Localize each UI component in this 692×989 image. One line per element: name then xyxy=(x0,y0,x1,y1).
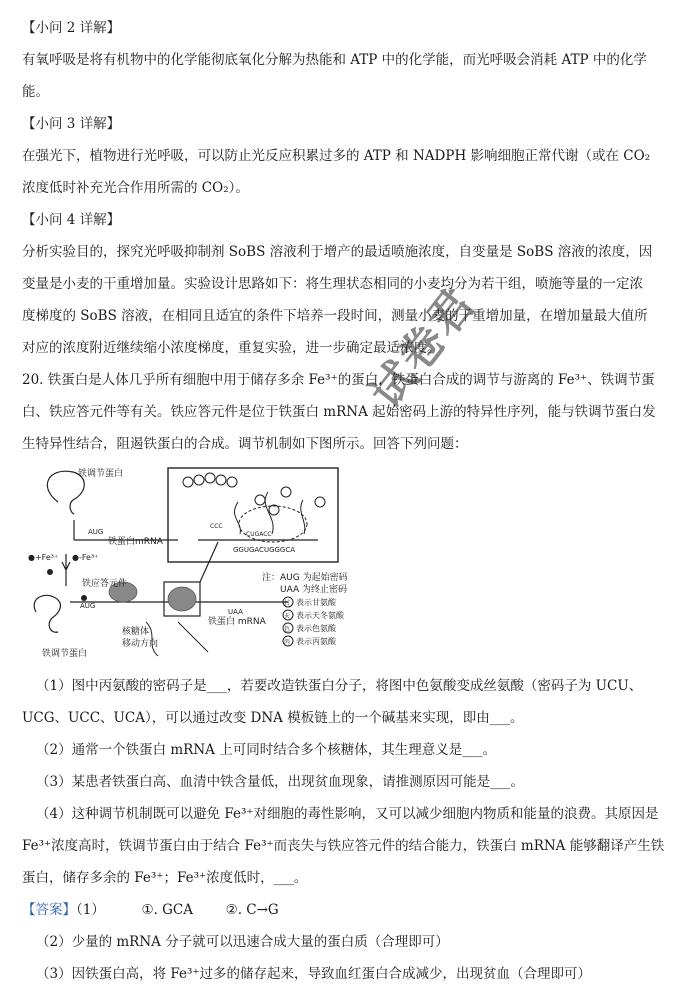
legend-key-gly: 甘 xyxy=(284,600,291,607)
legend-asp: 表示天冬氨酸 xyxy=(296,611,344,620)
label-uaa: UAA xyxy=(228,608,243,616)
paragraph-line: 变量是小麦的干重增加量。实验设计思路如下：将生理状态相同的小麦均分为若干组，喷施等量的一定浓 xyxy=(22,276,643,292)
label-ferritin-mrna-right: 铁蛋白 mRNA xyxy=(208,617,266,627)
watermark: 试卷君 xyxy=(360,278,486,419)
legend-note-start: 注：AUG 为起始密码 xyxy=(262,573,348,583)
question-2: （2）通常一个铁蛋白 mRNA 上可同时结合多个核糖体，其生理意义是___。 xyxy=(36,742,496,758)
answer-tag: 【答案】 xyxy=(22,902,76,918)
answer-1-line xyxy=(22,902,279,918)
label-ccc: CCC xyxy=(210,523,223,530)
section-heading-q4: 【小问 4 详解】 xyxy=(22,212,121,228)
answer-1-part-a: ①. GCA xyxy=(141,902,193,918)
question-4-line: （4）这种调节机制既可以避免 Fe³⁺对细胞的毒性影响，又可以减少细胞内物质和能量的浪费。其原因是 xyxy=(36,806,659,822)
question-4-line-3: 蛋白，储存多余的 Fe³⁺；Fe³⁺浓度低时，___。 xyxy=(22,870,308,886)
regulation-diagram xyxy=(28,462,568,670)
answer-3: （3）因铁蛋白高，将 Fe³⁺过多的储存起来，导致血红蛋白合成减少，出现贫血（合理即可） xyxy=(36,966,592,982)
answer-1-num: （1） xyxy=(76,902,105,918)
paragraph-line: 白、铁应答元件等有关。铁应答元件是位于铁蛋白 mRNA 起始密码上游的特异性序列，能与铁调节蛋白发 xyxy=(22,404,656,420)
label-iron-regulatory-protein-bottom: 铁调节蛋白 xyxy=(42,649,88,659)
question-1-line-2: UCG、UCC、UCA），可以通过改变 DNA 模板链上的一个碱基来实现，即由___。 xyxy=(22,710,524,726)
paragraph-line: 生特异性结合，阻遏铁蛋白的合成。调节机制如下图所示。回答下列问题： xyxy=(22,436,468,452)
label-aug: AUG xyxy=(88,528,104,536)
paragraph-line: 对应的浓度附近继续缩小浓度梯度，重复实验，进一步确定最适浓度。 xyxy=(22,340,441,356)
paragraph-line: 度梯度的 SoBS 溶液，在相同且适宜的条件下培养一段时间，测量小麦的干重增加量，在增加量最大值所 xyxy=(22,308,648,324)
label-move-direction: 移动方向 xyxy=(122,639,159,649)
label-anticodon: CUGACC xyxy=(246,531,272,538)
ribosome-mark xyxy=(168,587,196,611)
legend-key-ala: 丙 xyxy=(284,639,291,646)
paragraph-line: 在强光下，植物进行光呼吸，可以防止光反应积累过多的 ATP 和 NADPH 影响细胞正常代谢（或在 CO₂ xyxy=(22,148,651,164)
legend-note-stop: UAA 为终止密码 xyxy=(280,585,348,595)
paragraph-line: 有氧呼吸是将有机物中的化学能彻底氧化分解为热能和 ATP 中的化学能，而光呼吸会消耗 ATP 中的化学 xyxy=(22,52,647,68)
question-4-line-2: Fe³⁺浓度高时，铁调节蛋白由于结合 Fe³⁺而丧失与铁应答元件的结合能力，铁蛋白 mRNA 能够翻译产生铁 xyxy=(22,838,665,854)
label-mrna-sequence: GGUGACUGGGCA xyxy=(233,546,296,554)
question-20-stem: 20. 铁蛋白是人体几乎所有细胞中用于储存多余 Fe³⁺的蛋白，铁蛋白合成的调节与游离的 Fe³⁺、铁调节蛋 xyxy=(22,372,655,388)
legend-ala: 表示丙氨酸 xyxy=(296,637,336,646)
iron-regulatory-protein-bottom xyxy=(34,595,60,632)
paragraph-line: 浓度低时补充光合作用所需的 CO₂）。 xyxy=(22,180,249,196)
legend-gly: 表示甘氨酸 xyxy=(296,598,336,607)
section-heading-q2: 【小问 2 详解】 xyxy=(22,20,121,36)
paragraph-line: 分析实验目的，探究光呼吸抑制剂 SoBS 溶液利于增产的最适喷施浓度，自变量是 SoBS 溶液的浓度，因 xyxy=(22,244,653,260)
legend-key-trp: 色 xyxy=(284,626,291,633)
paragraph-line: 能。 xyxy=(22,84,49,100)
answer-2: （2）少量的 mRNA 分子就可以迅速合成大量的蛋白质（合理即可） xyxy=(36,934,449,950)
legend-key-asp: 天 xyxy=(284,613,291,620)
answer-1-part-b: ②. C→G xyxy=(225,902,279,918)
label-iron-response-element: 铁应答元件 xyxy=(82,579,128,589)
question-3: （3）某患者铁蛋白高、血清中铁含量低，出现贫血现象，请推测原因可能是___。 xyxy=(36,774,524,790)
label-ribosome: 核糖体 xyxy=(122,627,150,637)
label-ferritin-mrna-left: 铁蛋白mRNA xyxy=(108,537,163,547)
legend-trp: 表示色氨酸 xyxy=(296,624,336,633)
section-heading-q3: 【小问 3 详解】 xyxy=(22,116,121,132)
label-aug-2: AUG xyxy=(80,602,96,610)
label-iron-regulatory-protein-top: 铁调节蛋白 xyxy=(78,469,124,479)
question-1-line: （1）图中丙氨酸的密码子是___，若要改造铁蛋白分子，将图中色氨酸变成丝氨酸（密码子为 UCU、 xyxy=(36,678,643,694)
label-plus-fe: ●+Fe³⁺ xyxy=(28,553,59,562)
label-minus-fe: ●-Fe³⁺ xyxy=(72,553,99,562)
